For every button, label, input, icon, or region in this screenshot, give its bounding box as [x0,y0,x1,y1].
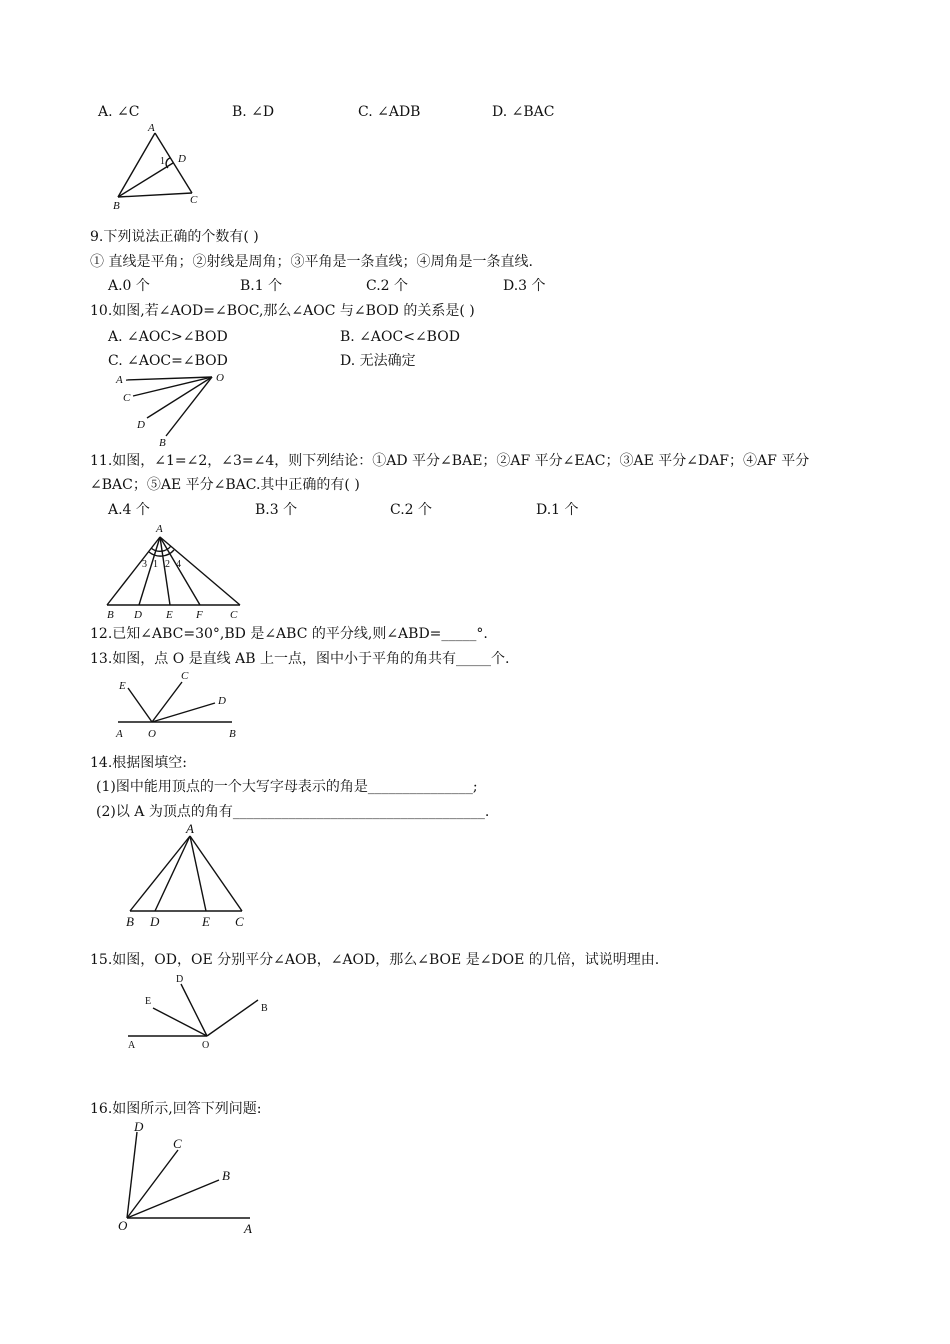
q11-option-d: D.1 个 [536,502,579,518]
q8-option-a: A. ∠C [98,104,140,120]
q11-stem-line1: 11.如图，∠1=∠2，∠3=∠4，则下列结论：①AD 平分∠BAE；②AF 平分∠EAC；③AE 平分∠DAF；④AF 平分 [90,453,810,469]
q11-label-e: E [166,609,173,621]
q11-option-a: A.4 个 [108,502,150,518]
q10-label-b: B [159,437,166,449]
q11-label-a: A [156,523,163,535]
q8-label-b: B [113,200,120,212]
q13-label-c: C [181,670,189,682]
q8-option-b: B. ∠D [232,104,275,120]
q8-label-c: C [190,194,198,206]
q11-stem-line2: ∠BAC；⑤AE 平分∠BAC.其中正确的有( ) [90,477,360,493]
q8-label-a: A [148,122,155,134]
q15-label-d: D [176,974,184,985]
q13-stem: 13.如图，点 O 是直线 AB 上一点，图中小于平角的角共有_____个. [90,651,510,667]
q13-label-b: B [229,728,236,740]
q10-stem: 10.如图,若∠AOD=∠BOC,那么∠AOC 与∠BOD 的关系是( ) [90,303,475,319]
q14-label-e: E [202,914,210,929]
q10-option-d: D. 无法确定 [340,353,416,369]
q15-label-a: A [128,1040,136,1051]
q15-label-b: B [261,1003,268,1014]
q10-label-o: O [216,372,224,384]
q16-stem: 16.如图所示,回答下列问题: [90,1101,262,1117]
q16-label-b: B [222,1168,230,1183]
q13-label-e: E [119,680,126,692]
q9-option-c: C.2 个 [366,278,409,294]
q12-stem: 12.已知∠ABC=30°,BD 是∠ABC 的平分线,则∠ABD=_____°. [90,626,488,642]
q11-label-2: 2 [165,559,170,570]
q16-label-a: A [244,1221,252,1236]
q13-label-o: O [148,728,156,740]
q9-option-a: A.0 个 [108,278,150,294]
q9-option-b: B.1 个 [240,278,283,294]
q16-label-c: C [173,1136,182,1151]
q14-part2: (2)以 A 为顶点的角有____________________________________. [96,804,490,820]
q11-option-b: B.3 个 [255,502,298,518]
q15-label-o: O [202,1040,210,1051]
q11-label-d: D [134,609,142,621]
q14-part1: (1)图中能用顶点的一个大写字母表示的角是_______________; [96,779,478,795]
q11-label-f: F [196,609,203,621]
q11-option-c: C.2 个 [390,502,433,518]
q9-stem: 9.下列说法正确的个数有( ) [90,229,259,245]
q13-label-a: A [116,728,123,740]
q8-option-c: C. ∠ADB [358,104,421,120]
q10-label-d: D [137,419,145,431]
q14-label-c: C [235,914,244,929]
q15-stem: 15.如图，OD，OE 分别平分∠AOB，∠AOD，那么∠BOE 是∠DOE 的几倍，试说明理由. [90,952,660,968]
q10-option-c: C. ∠AOC=∠BOD [108,353,228,369]
q16-label-d: D [134,1119,144,1134]
q10-option-b: B. ∠AOC<∠BOD [340,329,460,345]
q11-label-4: 4 [176,559,181,570]
q9-option-d: D.3 个 [503,278,546,294]
q11-label-3: 3 [142,559,147,570]
q10-label-a: A [116,374,123,386]
q14-label-d: D [150,914,160,929]
q8-label-d: D [178,153,186,165]
q16-label-o: O [118,1218,128,1233]
q14-label-b: B [126,914,134,929]
q8-label-1: 1 [160,156,165,167]
q13-label-d: D [218,695,226,707]
q14-label-a: A [186,821,194,836]
q8-option-d: D. ∠BAC [492,104,555,120]
q11-label-b: B [107,609,114,621]
q9-statements: ① 直线是平角；②射线是周角；③平角是一条直线；④周角是一条直线. [90,254,533,270]
q11-label-c: C [230,609,238,621]
q15-label-e: E [145,996,152,1007]
q11-label-1: 1 [153,559,158,570]
q10-option-a: A. ∠AOC>∠BOD [108,329,228,345]
q14-stem: 14.根据图填空: [90,755,187,771]
q10-label-c: C [123,392,131,404]
